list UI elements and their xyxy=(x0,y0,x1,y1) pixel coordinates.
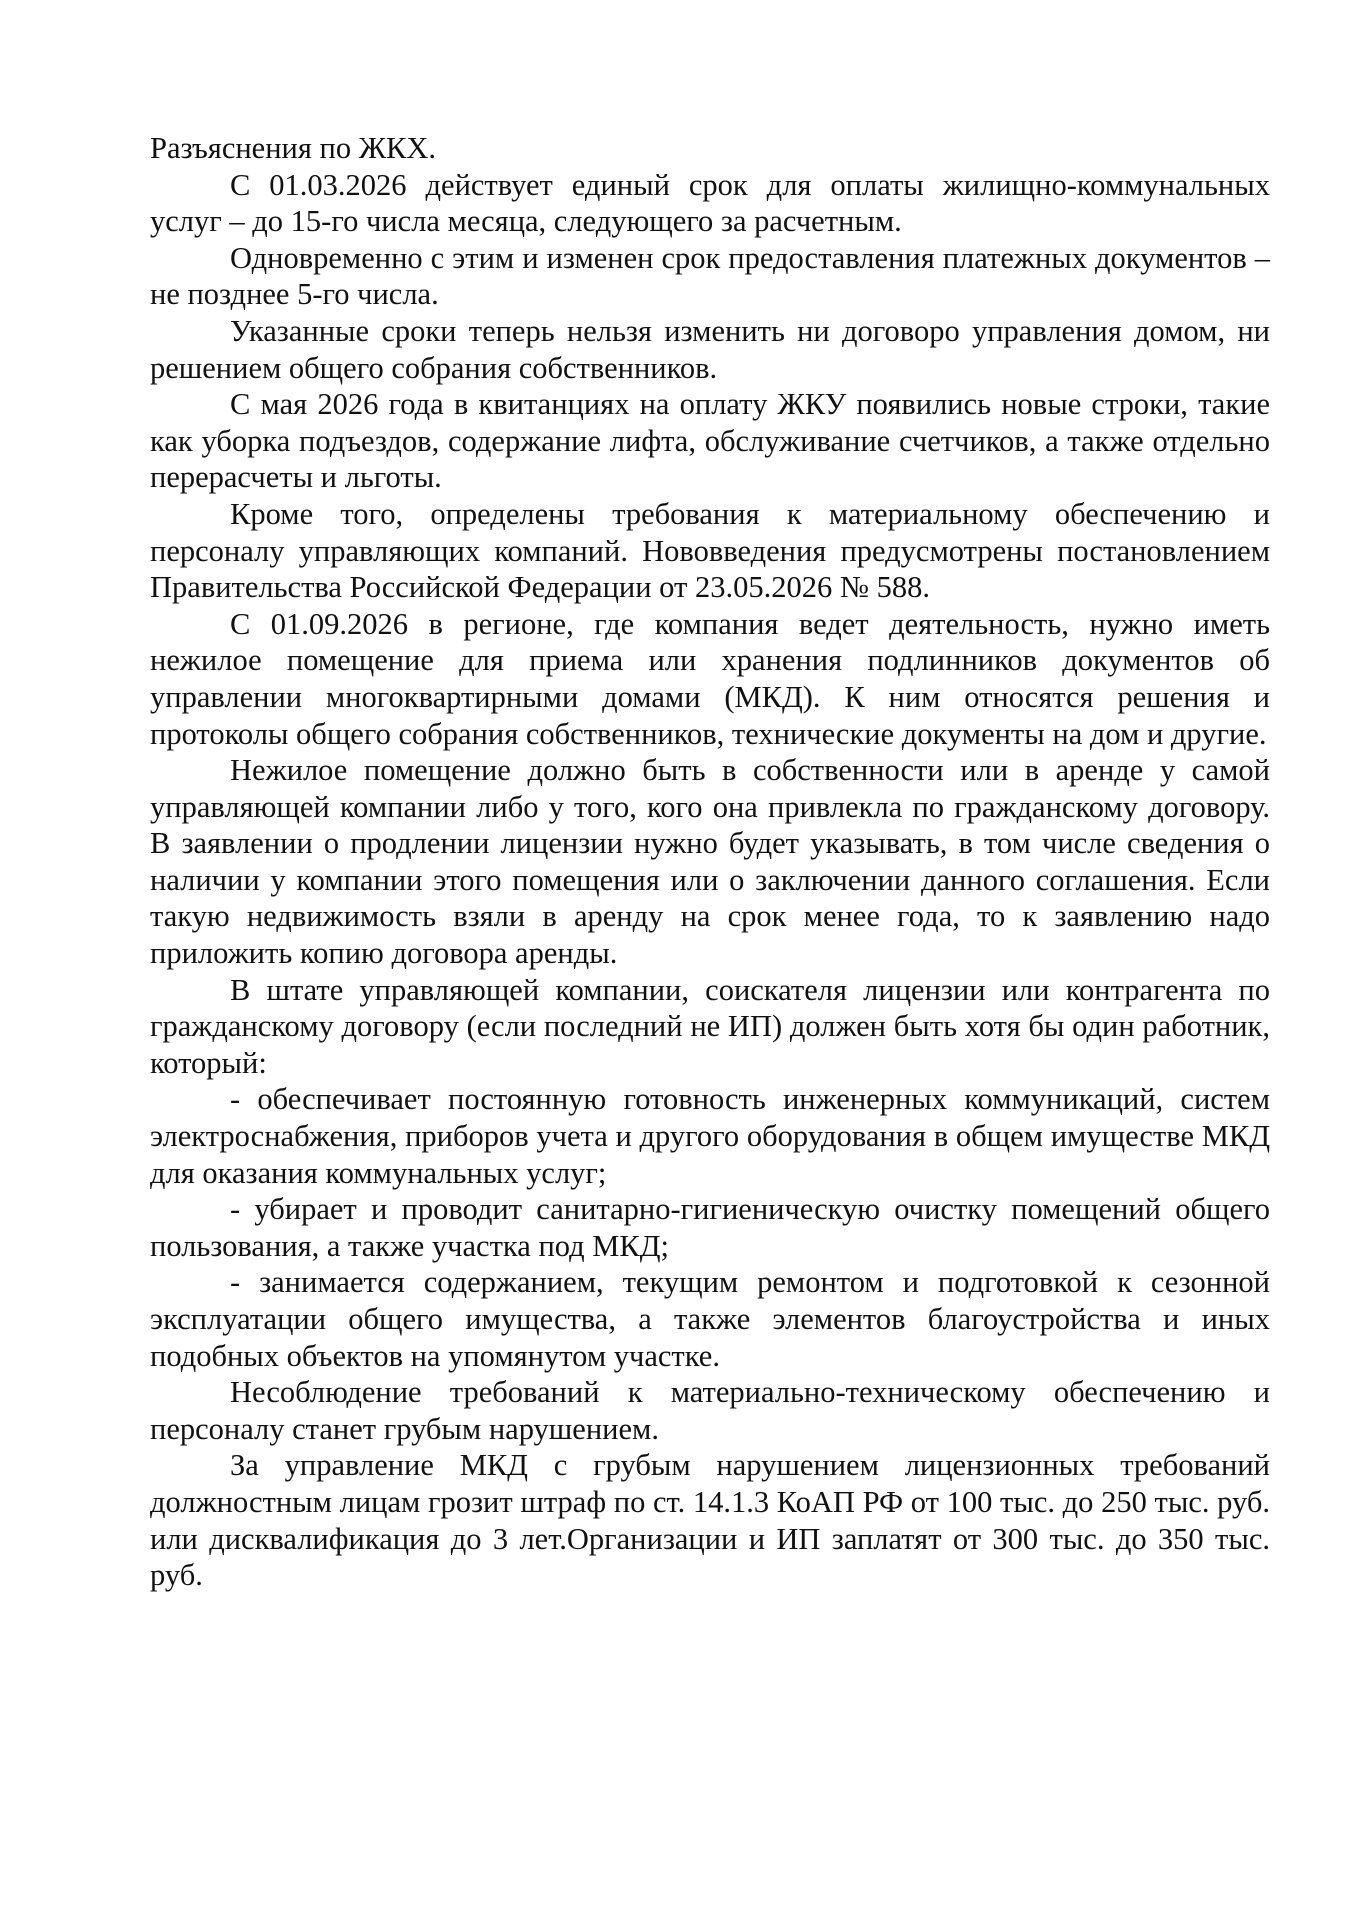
paragraph-gross-violation: Несоблюдение требований к материально-техническому обеспечению и персоналу станет грубым нарушением. xyxy=(150,1375,1270,1446)
paragraph-requirements: Кроме того, определены требования к материальному обеспечению и персоналу управляющих компаний. Нововведения предусмотрены постановлением Правительства Российской Федерации от 23.05.2026 № 588. xyxy=(150,496,1270,605)
paragraph-payment-deadline: С 01.03.2026 действует единый срок для оплаты жилищно-коммунальных услуг – до 15-го числа месяца, следующего за расчетным. xyxy=(150,167,1270,239)
paragraph-premises-requirement: С 01.09.2026 в регионе, где компания ведет деятельность, нужно иметь нежилое помещение для приема или хранения подлинников документов об управлении многоквартирными домами (МКД). К ним относятся решения и протоколы общего собрания собственников, технические документы на дом и другие. xyxy=(150,606,1270,751)
list-item-utilities: - обеспечивает постоянную готовность инженерных коммуникаций, систем электроснабжения, приборов учета и другого оборудования в общем имуществе МКД для оказания коммунальных услуг; xyxy=(150,1082,1270,1190)
paragraph-premises-ownership: Нежилое помещение должно быть в собственности или в аренде у самой управляющей компании либо у того, кого она привлекла по гражданскому договору. В заявлении о продлении лицензии нужно будет указывать, в том числе сведения о наличии у компании этого помещения или о заключении данного соглашения. Если такую недвижимость взяли в аренду на срок менее года, то к заявлению надо приложить копию договора аренды. xyxy=(150,753,1270,971)
list-item-cleaning: - убирает и проводит санитарно-гигиеническую очистку помещений общего пользования, а также участка под МКД; xyxy=(150,1192,1270,1263)
document-body xyxy=(150,130,1270,1594)
paragraph-new-receipt-lines: С мая 2026 года в квитанциях на оплату ЖКУ появились новые строки, такие как уборка подъездов, содержание лифта, обслуживание счетчиков, а также отдельно перерасчеты и льготы. xyxy=(150,387,1270,495)
paragraph-staff-requirement: В штате управляющей компании, соискателя лицензии или контрагента по гражданскому договору (если последний не ИП) должен быть хотя бы один работник, который: xyxy=(150,972,1270,1080)
paragraph-deadline-immutable: Указанные сроки теперь нельзя изменить ни договоро управления домом, ни решением общего собрания собственников. xyxy=(150,313,1270,385)
paragraph-penalties: За управление МКД с грубым нарушением лицензионных требований должностным лицам грозит штраф по ст. 14.1.3 КоАП РФ от 100 тыс. до 250 тыс. руб. или дисквалификация до 3 лет.Организации и ИП заплатят от 300 тыс. до 350 тыс. руб. xyxy=(150,1448,1270,1593)
document-heading: Разъяснения по ЖКХ. xyxy=(150,131,437,165)
paragraph-billing-documents: Одновременно с этим и изменен срок предоставления платежных документов – не позднее 5-го числа. xyxy=(150,240,1270,312)
list-item-maintenance: - занимается содержанием, текущим ремонтом и подготовкой к сезонной эксплуатации общего имущества, а также элементов благоустройства и иных подобных объектов на упомянутом участке. xyxy=(150,1265,1270,1373)
